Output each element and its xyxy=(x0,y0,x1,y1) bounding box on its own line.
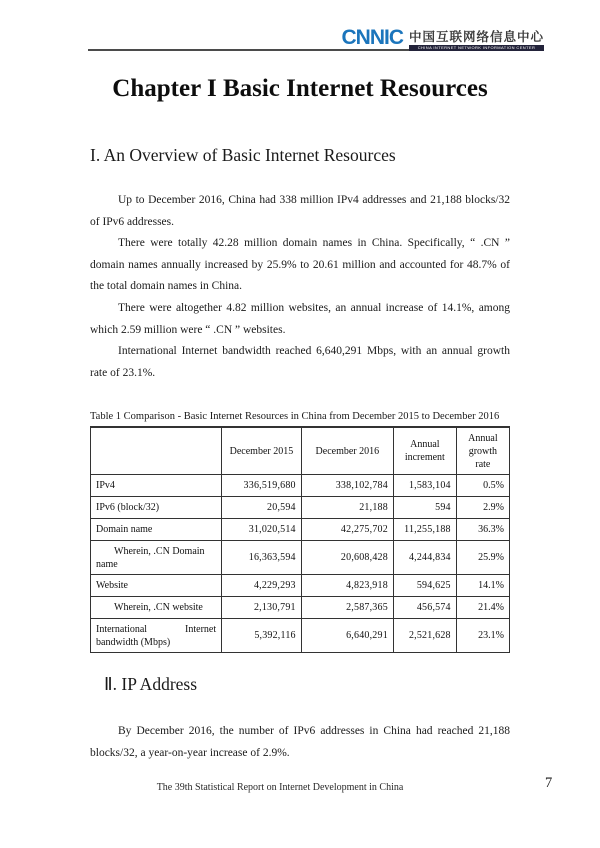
paragraph-bandwidth: International Internet bandwidth reached 6,640,291 Mbps, with an annual growth rate of 23.1%. xyxy=(90,345,510,379)
table-row-cn-website xyxy=(91,597,510,619)
increment-value: 1,583,104 xyxy=(393,475,456,497)
dec2016-value: 2,587,365 xyxy=(301,597,393,619)
cnnic-wordmark: CNNIC xyxy=(341,26,403,49)
table-row-website xyxy=(91,575,510,597)
increment-value: 11,255,188 xyxy=(393,519,456,541)
page-content xyxy=(90,0,510,765)
increment-value: 594 xyxy=(393,497,456,519)
section-1-body xyxy=(90,190,510,384)
dec2015-value: 336,519,680 xyxy=(222,475,302,497)
increment-value: 2,521,628 xyxy=(393,619,456,653)
table-header-row xyxy=(91,427,510,475)
header-december-2015: December 2015 xyxy=(222,427,302,475)
dec2016-value: 6,640,291 xyxy=(301,619,393,653)
paragraph-websites: There were altogether 4.82 million websites, an annual increase of 14.1%, among which 2.59 million were “ .CN ” websites. xyxy=(90,301,510,336)
dec2015-value: 16,363,594 xyxy=(222,541,302,575)
header-annual-increment: Annual increment xyxy=(393,427,456,475)
basic-internet-resources-table xyxy=(90,426,510,653)
table-caption: Table 1 Comparison - Basic Internet Resources in China from December 2015 to December 2016 xyxy=(90,411,500,423)
row-label: Website xyxy=(91,575,222,597)
table-row-domain-name xyxy=(91,519,510,541)
section-1-heading: I. An Overview of Basic Internet Resources xyxy=(90,145,396,165)
growth-value: 36.3% xyxy=(456,519,509,541)
header-december-2016: December 2016 xyxy=(301,427,393,475)
dec2015-value: 31,020,514 xyxy=(222,519,302,541)
paragraph-ipv4-overview: Up to December 2016, China had 338 million IPv4 addresses and 21,188 blocks/32 of IPv6 addresses. xyxy=(90,194,510,228)
cnnic-chinese-name: 中国互联网络信息中心 xyxy=(408,30,544,44)
growth-value: 23.1% xyxy=(456,619,509,653)
increment-value: 4,244,834 xyxy=(393,541,456,575)
row-label: International Internet bandwidth (Mbps) xyxy=(91,619,222,653)
dec2015-value: 20,594 xyxy=(222,497,302,519)
section-2-heading: Ⅱ. IP Address xyxy=(104,674,198,695)
page-number: 7 xyxy=(545,775,553,791)
dec2015-value: 5,392,116 xyxy=(222,619,302,653)
row-label: IPv4 xyxy=(91,475,222,497)
growth-value: 21.4% xyxy=(456,597,509,619)
table-row-cn-domain-name xyxy=(91,541,510,575)
dec2016-value: 42,275,702 xyxy=(301,519,393,541)
growth-value: 2.9% xyxy=(456,497,509,519)
paragraph-domain-names: There were totally 42.28 million domain names in China. Specifically, “ .CN ” domain names annually increased by 25.9% to 20.61 million and accounted for 48.7% of the total domain names in China. xyxy=(90,237,510,293)
footer-report-title: The 39th Statistical Report on Internet Development in China xyxy=(156,782,404,793)
row-label: Wherein, .CN website xyxy=(91,597,222,619)
header-item xyxy=(91,427,222,475)
dec2016-value: 4,823,918 xyxy=(301,575,393,597)
dec2016-value: 20,608,428 xyxy=(301,541,393,575)
row-label: Domain name xyxy=(91,519,222,541)
table-row-international-bandwidth xyxy=(91,619,510,653)
growth-value: 25.9% xyxy=(456,541,509,575)
growth-value: 0.5% xyxy=(456,475,509,497)
dec2016-value: 21,188 xyxy=(301,497,393,519)
paragraph-ipv6-summary: By December 2016, the number of IPv6 addresses in China had reached 21,188 blocks/32, a year-on-year increase of 2.9%. xyxy=(90,725,510,759)
cnnic-english-name: CHINA INTERNET NETWORK INFORMATION CENTER xyxy=(409,45,544,51)
increment-value: 594,625 xyxy=(393,575,456,597)
dec2015-value: 4,229,293 xyxy=(222,575,302,597)
table-row-ipv6 xyxy=(91,497,510,519)
dec2015-value: 2,130,791 xyxy=(222,597,302,619)
growth-value: 14.1% xyxy=(456,575,509,597)
header-annual-growth-rate: Annual growth rate xyxy=(456,427,509,475)
dec2016-value: 338,102,784 xyxy=(301,475,393,497)
row-label: IPv6 (block/32) xyxy=(91,497,222,519)
row-label: Wherein, .CN Domain name xyxy=(91,541,222,575)
increment-value: 456,574 xyxy=(393,597,456,619)
chapter-title: Chapter I Basic Internet Resources xyxy=(112,75,488,102)
table-row-ipv4 xyxy=(91,475,510,497)
